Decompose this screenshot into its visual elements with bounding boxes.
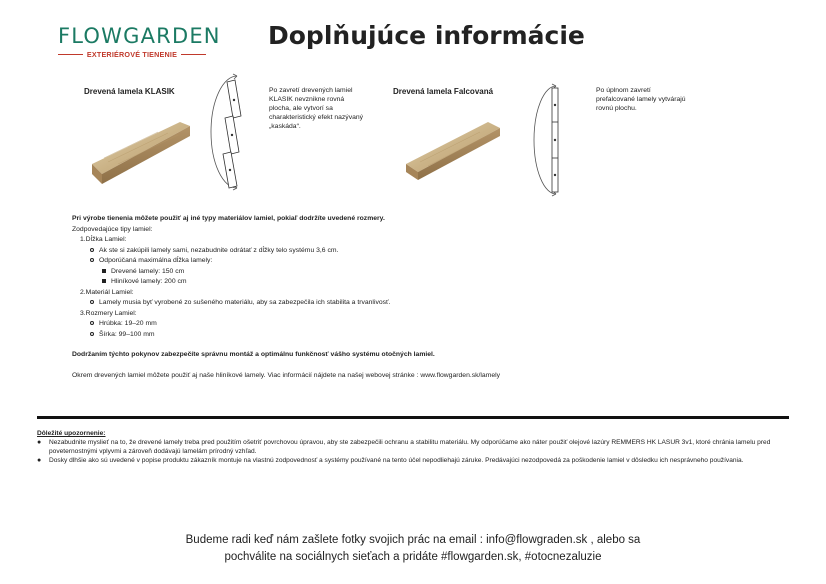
lamella-requirements: [72, 214, 772, 381]
circle-bullet-icon: [90, 332, 94, 336]
thickness-item: [72, 319, 772, 330]
circle-bullet-icon: [90, 321, 94, 325]
length-tip: Ak ste si zakúpili lamely sami, nezabudnite odrátať z dĺžky telo systému 3,6 cm.: [99, 246, 339, 254]
width-item: [72, 330, 772, 341]
notice-title: Dôležité upozornenie:: [37, 430, 106, 437]
material-tip-item: [72, 298, 772, 309]
logo-tagline-row: [58, 50, 206, 59]
guarantee-text: Dodržaním týchto pokynov zabezpečíte správnu montáž a optimálnu funkčnosť vášho systému otočných lamiel.: [72, 351, 435, 358]
logo-line-left: [58, 54, 83, 55]
length-tip-item: [72, 246, 772, 257]
logo-wordmark: FLOWGARDEN: [58, 24, 221, 48]
thickness: Hrúbka: 19–20 mm: [99, 320, 157, 327]
circle-bullet-icon: [90, 248, 94, 252]
wood-length: Drevené lamely: 150 cm: [111, 267, 185, 275]
length-heading: 1.Dĺžka Lamiel:: [80, 236, 127, 243]
recommended-heading: Odporúčaná maximálna dĺžka lamely:: [99, 257, 213, 264]
lamella-falcovana-image: [402, 108, 502, 192]
section-divider: [37, 416, 789, 419]
material-tip: Lamely musia byť vyrobené zo sušeného materiálu, aby sa zabezpečila ich stabilita a trvanlivosť.: [99, 299, 391, 306]
square-bullet-icon: [102, 269, 106, 273]
lamella-klasik-description: Po zavretí drevených lamiel KLASIK nevznikne rovná plocha, ale vytvorí sa charakteristický efekt nazývaný „kaskáda“.: [269, 87, 364, 130]
lamella-falcovana-description: Po úplnom zavretí prefalcované lamely vytvárajú rovnú plochu.: [596, 87, 686, 112]
page-title: Doplňujúce informácie: [268, 21, 585, 50]
logo-tagline: EXTERIÉROVÉ TIENENIE: [86, 50, 178, 59]
falcovana-rotation-diagram: [530, 80, 590, 200]
brand-logo: [58, 24, 221, 59]
bullet-icon: ●: [37, 439, 42, 446]
footer-line-1: Budeme radi keď nám zašlete fotky svojich prác na email : info@flowgraden.sk , alebo sa: [185, 534, 641, 546]
intro-text: Pri výrobe tienenia môžete použiť aj iné typy materiálov lamiel, pokiaľ dodržíte uvedené rozmery.: [72, 215, 385, 222]
lamella-falcovana-title: Drevená lamela Falcovaná: [393, 87, 494, 96]
circle-bullet-icon: [90, 258, 94, 262]
footer-line-2: pochválite na sociálnych sieťach a pridáte #flowgarden.sk, #otocnezaluzie: [224, 551, 602, 563]
dimensions-heading: 3.Rozmery Lamiel:: [80, 309, 137, 317]
notice-item: [37, 438, 789, 456]
circle-bullet-icon: [90, 300, 94, 304]
klasik-rotation-diagram: [205, 72, 267, 192]
notice-text: Dosky dlhšie ako sú uvedené v popise produktu zákazník montuje na vlastnú zodpovednosť a systémy používané na tento účel nepodliehajú záruke. Predávajúci nezodpovedá za poškodenie lamiel v dôsledku ich nesprávneho používania.: [49, 457, 744, 464]
bullet-icon: ●: [37, 457, 42, 464]
lamella-klasik-title: Drevená lamela KLASIK: [84, 87, 175, 96]
recommended-item: [72, 256, 772, 267]
alu-length-item: [72, 277, 772, 288]
important-notice: [37, 429, 789, 465]
notice-item: [37, 456, 789, 465]
footer-message: [0, 532, 826, 566]
wood-length-item: [72, 267, 772, 278]
lamella-klasik-image: [88, 112, 192, 200]
tips-heading: Zodpovedajúce tipy lamiel:: [72, 225, 153, 233]
material-heading: 2.Materiál Lamiel:: [80, 288, 134, 296]
notice-text: Nezabudnite myslieť na to, že drevené lamely treba pred použitím ošetriť povrchovou úpravou, aby ste zabezpečili ochranu a stabilitu materiálu. My odporúčame ako náter použiť olejové lazúry REMMERS HK LASUR 3v1, ktoré chránia lamelu pred poveternostnými vplyvmi a zároveň dodávajú lamelám prírodný vzhľad.: [49, 439, 771, 455]
square-bullet-icon: [102, 279, 106, 283]
width: Šírka: 99–100 mm: [99, 330, 155, 338]
alu-info-text: Okrem drevených lamiel môžete použiť aj naše hliníkové lamely. Viac informácií nájdete na našej webovej stránke : www.flowgarden.sk/lamely: [72, 371, 501, 379]
alu-length: Hliníkové lamely: 200 cm: [111, 278, 187, 285]
logo-line-right: [181, 54, 206, 55]
